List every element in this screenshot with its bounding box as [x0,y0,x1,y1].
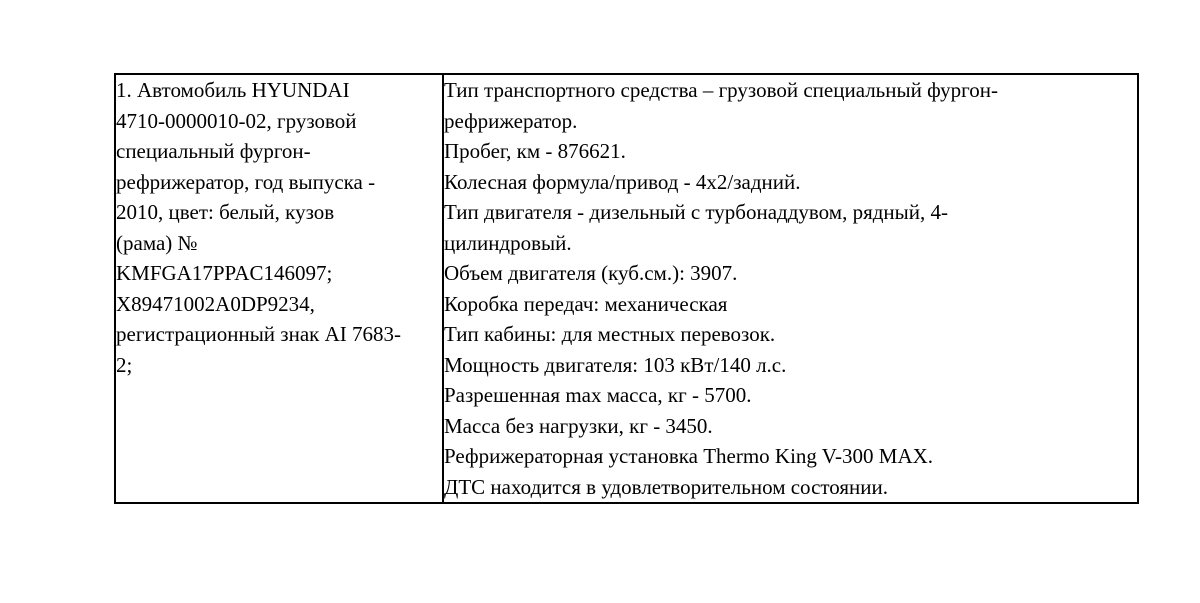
spec-condition: ДТС находится в удовлетворительном состоянии. [444,474,889,499]
spec-curb-mass: Масса без нагрузки, кг - 3450. [444,413,713,438]
spec-engine-volume: Объем двигателя (куб.см.): 3907. [444,261,738,285]
spec-mileage: Пробег, км - 876621. [444,139,626,163]
spec-gearbox: Коробка передач: механическая [444,291,728,316]
specifications-cell [443,74,1138,503]
spec-refrigeration-unit: Рефрижераторная установка Thermo King V-300 MAX. [444,444,934,468]
lot-description: 1. Автомобиль HYUNDAI 4710-0000010-02, грузовой специальный фургон- рефрижератор, год выпуска - 2010, цвет: белый, кузов (рама) № KMFGA17PPAC146097; X89471002A0DP9234, регистрационный знак AI 7683- 2; [116,78,402,377]
spec-cabin-type: Тип кабины: для местных перевозок. [444,322,776,346]
spec-engine-type: Тип двигателя - дизельный с турбонаддувом, рядный, 4- цилиндровый. [444,200,948,255]
lot-description-cell [115,74,443,503]
spec-engine-power: Мощность двигателя: 103 кВт/140 л.с. [444,352,787,377]
vehicle-spec-table [114,73,1139,504]
spec-vehicle-type: Тип транспортного средства – грузовой специальный фургон- рефрижератор. [444,78,998,133]
table-row [115,74,1138,503]
spec-wheel-formula: Колесная формула/привод - 4х2/задний. [444,169,801,194]
spec-max-mass: Разрешенная max масса, кг - 5700. [444,383,752,407]
